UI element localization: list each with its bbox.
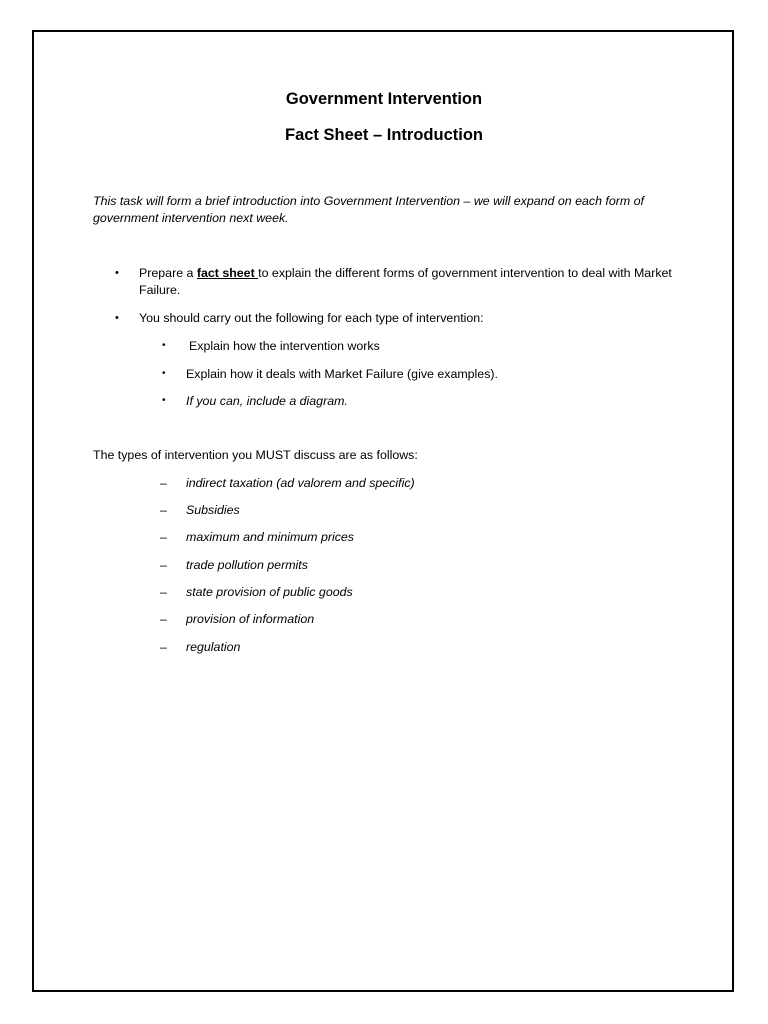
intro-paragraph: This task will form a brief introduction into Government Intervention – we will expand on each form of government intervention next week. bbox=[93, 194, 644, 225]
bullet-item-prepare-fact-sheet bbox=[115, 265, 679, 299]
list-item bbox=[160, 639, 586, 656]
bullet-item-carry-out bbox=[115, 310, 679, 327]
sub-bullet-item bbox=[162, 338, 666, 355]
dash-icon: – bbox=[160, 585, 167, 599]
dash-icon: – bbox=[160, 503, 167, 517]
sub-bullet-text: If you can, include a diagram. bbox=[186, 394, 348, 408]
bullet-text: You should carry out the following for each type of intervention: bbox=[139, 311, 484, 325]
types-intro-text: The types of intervention you MUST discuss are as follows: bbox=[93, 448, 418, 462]
sub-bullet-text: Explain how the intervention works bbox=[189, 339, 380, 353]
dash-icon: – bbox=[160, 476, 167, 490]
list-item bbox=[160, 611, 586, 628]
list-item-text: provision of information bbox=[186, 612, 315, 626]
dash-icon: – bbox=[160, 640, 167, 654]
bullet-suffix-text: to explain the different forms of government intervention to deal with Market Failure. bbox=[139, 266, 672, 297]
sub-bullet-item bbox=[162, 366, 666, 383]
document-title: Government Intervention bbox=[285, 90, 483, 108]
dash-icon: – bbox=[160, 558, 167, 572]
fact-sheet-emphasis: fact sheet bbox=[196, 266, 259, 280]
bullet-icon: • bbox=[115, 267, 119, 279]
dash-icon: – bbox=[160, 612, 167, 626]
list-item bbox=[160, 529, 586, 546]
dash-icon: – bbox=[160, 530, 167, 544]
list-item-text: regulation bbox=[186, 640, 241, 654]
list-item bbox=[160, 584, 586, 601]
list-item-text: indirect taxation (ad valorem and specific) bbox=[186, 476, 415, 490]
list-item bbox=[160, 475, 586, 492]
bullet-icon: • bbox=[115, 312, 119, 324]
list-item-text: trade pollution permits bbox=[186, 558, 308, 572]
sub-bullet-item bbox=[162, 393, 666, 410]
list-item-text: maximum and minimum prices bbox=[186, 530, 354, 544]
bullet-icon: • bbox=[162, 368, 166, 379]
bullet-prefix-text: Prepare a bbox=[139, 266, 197, 280]
list-item bbox=[160, 557, 586, 574]
bullet-icon: • bbox=[162, 340, 166, 351]
bullet-icon: • bbox=[162, 395, 166, 406]
list-item-text: Subsidies bbox=[186, 503, 240, 517]
list-item bbox=[160, 502, 586, 519]
list-item-text: state provision of public goods bbox=[186, 585, 353, 599]
sub-bullet-text: Explain how it deals with Market Failure (give examples). bbox=[186, 367, 498, 381]
document-subtitle: Fact Sheet – Introduction bbox=[284, 126, 484, 144]
